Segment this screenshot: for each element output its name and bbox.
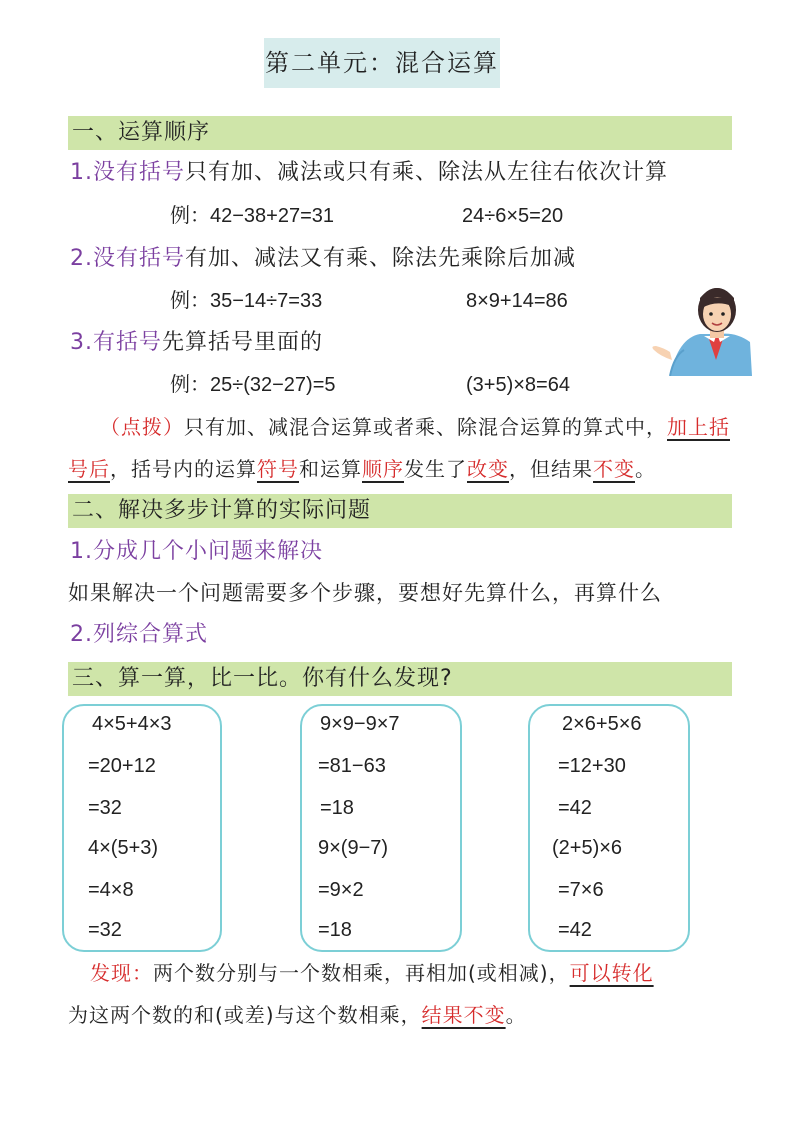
- example-expression: 42−38+27=31: [210, 205, 335, 227]
- calc-line: =32: [88, 919, 122, 941]
- calc-line: =7×6: [558, 879, 604, 901]
- tip-text: 只有加、减混合运算或者乘、除混合运算的算式中，: [184, 415, 667, 439]
- example-1-b: 24÷6×5=20: [462, 205, 564, 227]
- calc-line: =32: [88, 797, 122, 819]
- girl-teacher-illustration: [640, 276, 752, 376]
- calc-line: 4×(5+3): [88, 837, 159, 859]
- calc-line: =12+30: [558, 755, 626, 777]
- section-2-item-1: 1.分成几个小问题来解决: [70, 539, 323, 564]
- example-label: 例：: [170, 374, 210, 396]
- tip-keyword: 改变: [467, 457, 509, 481]
- rule-3-text: 先算括号里面的: [162, 330, 324, 355]
- tip-keyword: 号后: [68, 457, 110, 481]
- rule-2: [70, 244, 576, 274]
- finding-keyword: 可以转化: [569, 961, 654, 985]
- example-3-a: [170, 370, 336, 400]
- calc-line: =42: [558, 797, 592, 819]
- finding-text: 两个数分别与一个数相乘，再相加(或相减)，: [153, 961, 570, 985]
- calc-box-1: [62, 704, 222, 952]
- calc-box-2: [300, 704, 462, 952]
- calc-box-3: [528, 704, 690, 952]
- finding-line-1: [90, 958, 654, 988]
- rule-1-num: 1.: [70, 160, 93, 185]
- example-2-b: 8×9+14=86: [466, 290, 568, 312]
- rule-2-text: 有加、减法又有乘、除法先乘除后加减: [185, 246, 577, 271]
- example-3-b: (3+5)×8=64: [466, 374, 570, 396]
- tip-text: 和运算: [299, 457, 362, 481]
- rule-3: [70, 328, 323, 358]
- rule-3-key: 有括号: [93, 330, 163, 355]
- calc-line: 4×5+4×3: [92, 713, 172, 735]
- rule-3-num: 3.: [70, 330, 93, 355]
- calc-line: =18: [320, 797, 354, 819]
- finding-line-2: [68, 1000, 527, 1030]
- finding-text: 。: [505, 1003, 527, 1027]
- calc-line: =18: [318, 919, 352, 941]
- page-title: 第二单元：混合运算: [264, 38, 500, 88]
- rule-2-key: 没有括号: [93, 246, 186, 271]
- calc-line: =42: [558, 919, 592, 941]
- section-2-heading: 二、解决多步计算的实际问题: [68, 494, 732, 528]
- tip-keyword: 不变: [593, 457, 635, 481]
- tip-text: 。: [635, 457, 656, 481]
- tip-text: ，但结果: [509, 457, 593, 481]
- example-label: 例：: [170, 205, 210, 227]
- section-2-item-2: 2.列综合算式: [70, 622, 208, 647]
- calc-line: =4×8: [88, 879, 134, 901]
- section-2-text-1: 如果解决一个问题需要多个步骤，要想好先算什么，再算什么: [68, 581, 662, 605]
- example-label: 例：: [170, 290, 210, 312]
- rule-1: [70, 158, 668, 188]
- calc-line: =81−63: [318, 755, 386, 777]
- finding-label: 发现：: [90, 961, 153, 985]
- calc-line: (2+5)×6: [552, 837, 623, 859]
- tip-keyword: 顺序: [362, 457, 404, 481]
- finding-text: 为这两个数的和(或差)与这个数相乘，: [68, 1003, 422, 1027]
- example-expression: 25÷(32−27)=5: [210, 374, 336, 396]
- tip-keyword: 符号: [257, 457, 299, 481]
- tip-label: （点拨）: [100, 415, 184, 439]
- tip-text: ，括号内的运算: [110, 457, 257, 481]
- section-3-heading: 三、算一算，比一比。你有什么发现?: [68, 662, 732, 696]
- rule-1-key: 没有括号: [93, 160, 186, 185]
- calc-line: 9×9−9×7: [320, 713, 400, 735]
- rule-1-text: 只有加、减法或只有乘、除法从左往右依次计算: [185, 160, 669, 185]
- calc-line: 9×(9−7): [318, 837, 389, 859]
- tip-line-1: [100, 412, 730, 442]
- section-1-heading: 一、运算顺序: [68, 116, 732, 150]
- tip-text: 发生了: [404, 457, 467, 481]
- example-expression: 35−14÷7=33: [210, 290, 323, 312]
- tip-line-2: [68, 454, 656, 484]
- example-1-a: [170, 201, 334, 231]
- finding-keyword: 结果不变: [421, 1003, 506, 1027]
- rule-2-num: 2.: [70, 246, 93, 271]
- tip-keyword: 加上括: [667, 415, 730, 439]
- calc-line: 2×6+5×6: [562, 713, 642, 735]
- calc-line: =20+12: [88, 755, 156, 777]
- calc-line: =9×2: [318, 879, 364, 901]
- example-2-a: [170, 286, 322, 316]
